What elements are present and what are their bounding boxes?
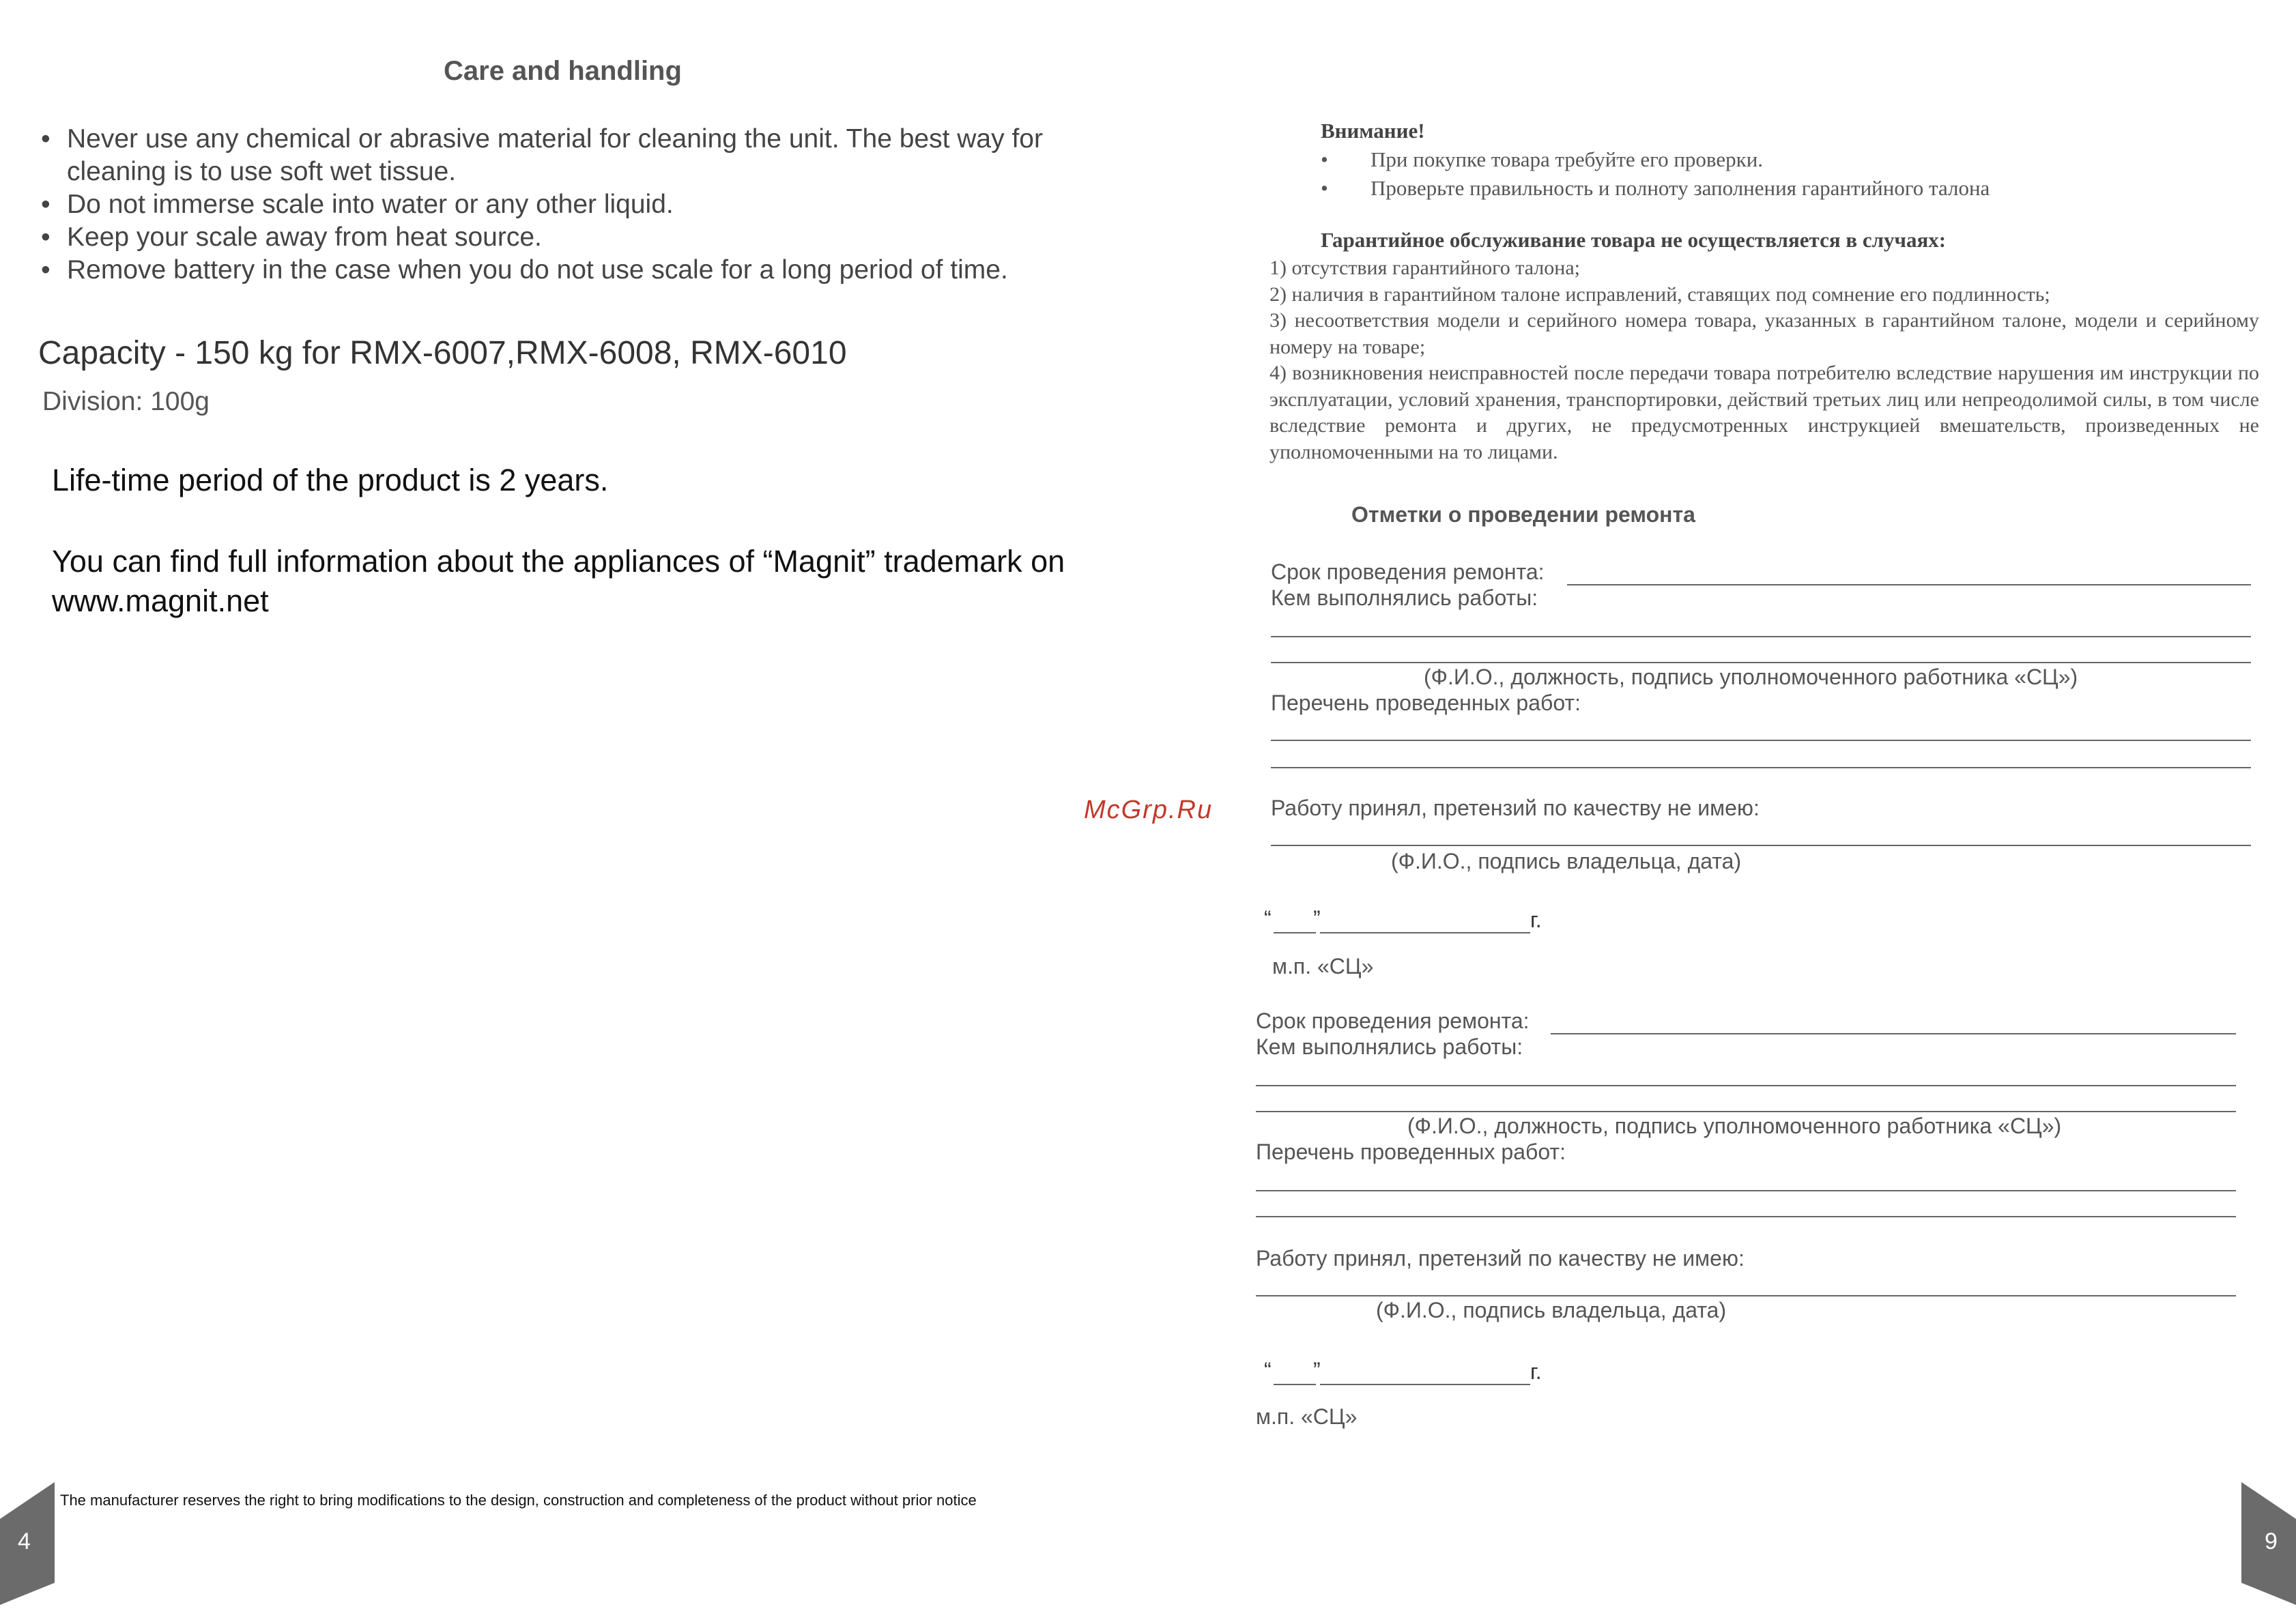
repair-works-line: [1256, 1216, 2236, 1217]
repair-works-label: Перечень проведенных работ:: [1256, 1140, 1566, 1164]
attention-title: Внимание!: [1321, 119, 1425, 143]
list-item: 1) отсутствия гарантийного талона;: [1269, 257, 1580, 279]
repair-accepted-label: Работу принял, претензий по качеству не имею:: [1271, 796, 1760, 820]
repair-works-label: Перечень проведенных работ:: [1271, 691, 1581, 715]
page-number-left: 4: [18, 1528, 31, 1554]
care-bullet-list: [41, 123, 1133, 287]
repair-owner-line: [1256, 1295, 2236, 1296]
care-title: Care and handling: [444, 56, 682, 86]
list-item: 2) наличия в гарантийном талоне исправлений, ставящих под сомнение его подлинность;: [1269, 282, 2050, 306]
footer-notice: The manufacturer reserves the right to bring modifications to the design, construction and completeness of the product without prior notice: [60, 1492, 977, 1509]
repair-who-line: [1256, 1111, 2236, 1112]
date-month-line: [1320, 1384, 1530, 1385]
repair-who-line: [1271, 636, 2251, 637]
repair-term-line: [1567, 584, 2251, 585]
repair-who-caption: (Ф.И.О., должность, подпись уполномоченного работника «СЦ»): [1407, 1114, 2062, 1138]
repair-title: Отметки о проведении ремонта: [1351, 502, 1695, 527]
info-text: You can find full information about the appliances of “Magnit” trademark on www.magnit.net: [52, 544, 1065, 618]
date-year-suffix: г.: [1530, 1359, 1542, 1384]
repair-accepted-label: Работу принял, претензий по качеству не имею:: [1256, 1246, 1745, 1271]
repair-term-label: Срок проведения ремонта:: [1256, 1009, 1530, 1033]
list-item: • Never use any chemical or abrasive material for cleaning the unit. The best way for cleaning is to use soft wet tissue.: [41, 123, 1133, 188]
list-item: 4) возникновения неисправностей после передачи товара потребителю вследствие нарушения им инструкции по эксплуатации, условий хранения, транспортировки, действий третьих лиц или непреодолимой силы, в том числе вследствие ремонта и других, не предусмотренных инструкцией вмешательств, произведенных не уполномоченными на то лицами.: [1269, 362, 2259, 463]
date-month-line: [1320, 932, 1530, 933]
repair-owner-line: [1271, 845, 2251, 846]
repair-who-caption: (Ф.И.О., должность, подпись уполномоченного работника «СЦ»): [1424, 665, 2078, 689]
page-number-right: 9: [2265, 1528, 2278, 1554]
capacity-text: Capacity - 150 kg for RMX-6007,RMX-6008, RMX-6010: [38, 335, 847, 371]
stamp-label: м.п. «СЦ»: [1272, 954, 1374, 978]
lifetime-text: Life-time period of the product is 2 years.: [52, 463, 609, 497]
repair-who-line: [1271, 662, 2251, 663]
list-item: • Remove battery in the case when you do not use scale for a long period of time.: [41, 254, 1133, 287]
repair-term-line: [1551, 1033, 2236, 1034]
list-item: • Keep your scale away from heat source.: [41, 221, 1133, 254]
date-quote-close: ”: [1313, 1358, 1321, 1382]
repair-works-line: [1256, 1190, 2236, 1191]
date-day-line: [1274, 1384, 1316, 1385]
repair-owner-caption: (Ф.И.О., подпись владельца, дата): [1391, 849, 1742, 873]
repair-who-label: Кем выполнялись работы:: [1256, 1034, 1523, 1059]
repair-who-line: [1256, 1085, 2236, 1086]
date-quote-open: “: [1264, 1358, 1272, 1382]
repair-who-label: Кем выполнялись работы:: [1271, 585, 1538, 610]
date-quote-close: ”: [1313, 906, 1321, 931]
division-text: Division: 100g: [42, 387, 210, 416]
date-quote-open: “: [1264, 906, 1272, 931]
list-item: При покупке товара требуйте его проверки.: [1371, 147, 1764, 171]
list-item: • Do not immerse scale into water or any other liquid.: [41, 188, 1133, 221]
date-day-line: [1274, 932, 1316, 933]
repair-owner-caption: (Ф.И.О., подпись владельца, дата): [1376, 1298, 1727, 1322]
repair-works-line: [1271, 767, 2251, 768]
warranty-title: Гарантийное обслуживание товара не осуществляется в случаях:: [1321, 228, 1947, 252]
repair-works-line: [1271, 740, 2251, 741]
attention-bullet: •: [1321, 147, 1328, 171]
watermark: McGrp.Ru: [1084, 796, 1214, 824]
attention-bullet: •: [1321, 176, 1328, 200]
list-item: Проверьте правильность и полноту заполнения гарантийного талона: [1371, 176, 1990, 200]
date-year-suffix: г.: [1530, 908, 1542, 932]
list-item: 3) несоответствия модели и серийного номера товара, указанных в гарантийном талоне, модели и серийному номеру на товаре;: [1269, 309, 2259, 358]
repair-term-label: Срок проведения ремонта:: [1271, 560, 1545, 584]
stamp-label: м.п. «СЦ»: [1256, 1404, 1358, 1429]
warranty-cases: [1269, 255, 2259, 465]
